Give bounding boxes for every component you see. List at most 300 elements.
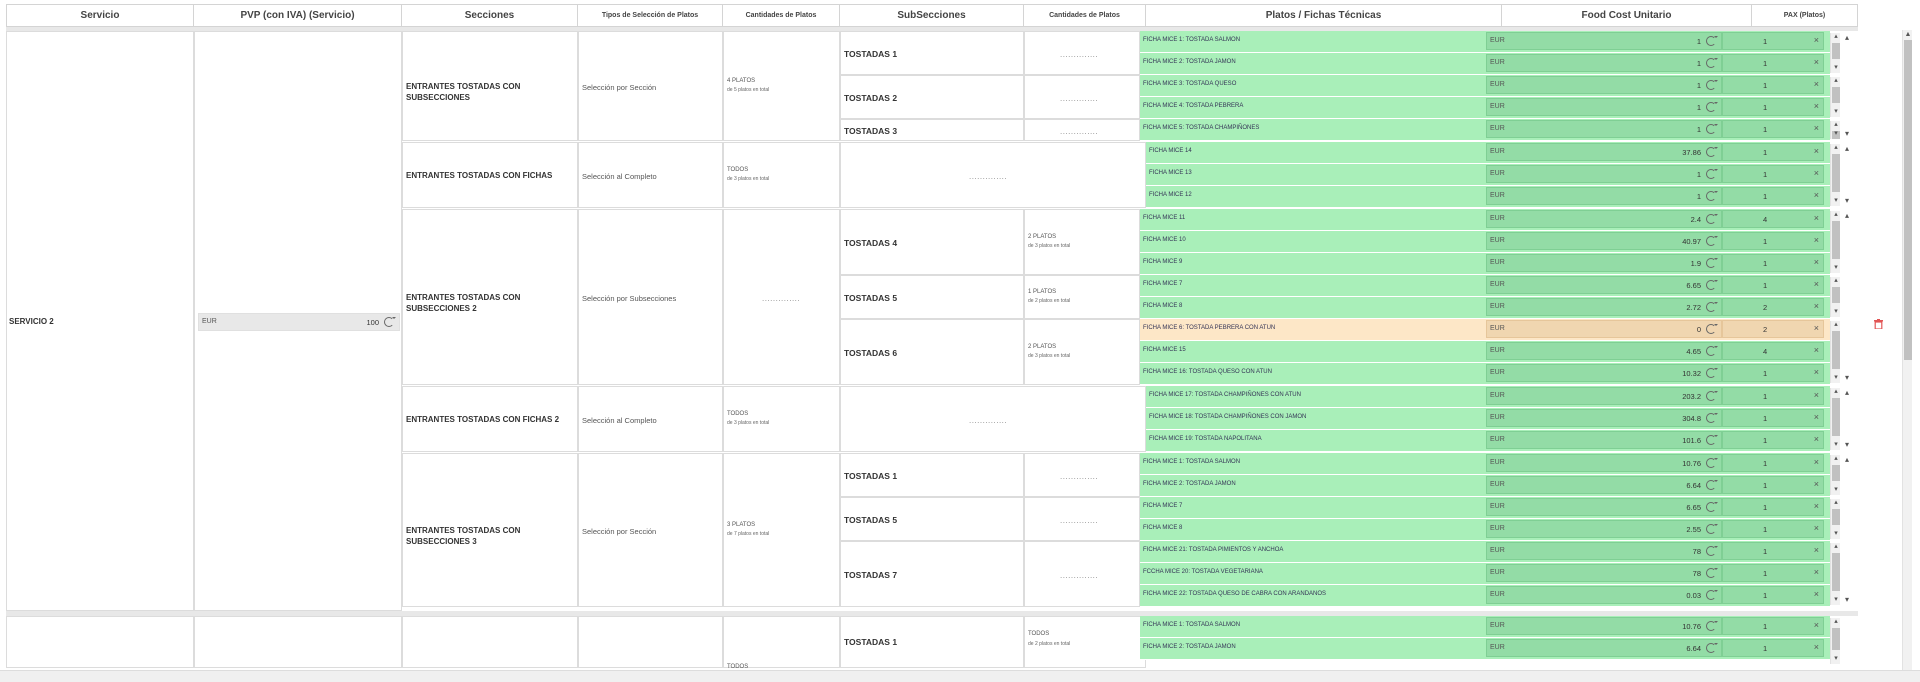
refresh-icon[interactable] (1706, 302, 1716, 312)
dish-row (1140, 363, 1830, 385)
trash-icon[interactable] (1874, 316, 1883, 326)
scroll-down-icon[interactable]: ▾ (1834, 530, 1838, 537)
refresh-icon[interactable] (1706, 391, 1716, 401)
pax-value: 1 (1763, 170, 1768, 179)
tipo-cell (578, 453, 723, 607)
pax-value: 1 (1763, 622, 1768, 631)
scroll-down-icon[interactable]: ▾ (1834, 441, 1838, 448)
subsection-qty-dots: .............. (1060, 571, 1099, 580)
header-cantidades: Cantidades de Platos (723, 4, 840, 27)
food-cost-value: 6.65 (1686, 503, 1701, 512)
refresh-icon[interactable] (1706, 36, 1716, 46)
food-cost-input[interactable] (1486, 564, 1722, 582)
subsection-name: TOSTADAS 4 (844, 238, 898, 248)
scroll-down-icon[interactable]: ▾ (1834, 655, 1838, 662)
next-section-cell (402, 616, 578, 668)
subsection-qty-cell (1024, 453, 1140, 497)
subsection-qty-cell (1024, 275, 1140, 319)
food-cost-value: 0 (1696, 325, 1701, 334)
dish-row (1146, 164, 1830, 186)
subsection-scrollbar[interactable] (1830, 144, 1840, 206)
refresh-icon[interactable] (1706, 191, 1716, 201)
dish-name: FICHA MICE 22: TOSTADA QUESO DE CABRA CON ARANDANOS (1143, 591, 1327, 597)
subsection-cell (840, 386, 1146, 452)
close-icon[interactable]: × (1813, 479, 1819, 489)
refresh-icon[interactable] (1706, 546, 1716, 556)
subsection-scrollbar[interactable] (1830, 618, 1840, 664)
close-icon[interactable]: × (1813, 79, 1819, 89)
quantity-main: 3 PLATOS (727, 522, 756, 528)
scroll-up-icon[interactable]: ▴ (1834, 499, 1838, 506)
pax-input[interactable] (1722, 298, 1824, 316)
subsection-cell (840, 319, 1024, 385)
food-cost-input[interactable] (1486, 254, 1722, 272)
food-cost-input[interactable] (1486, 542, 1722, 560)
next-section-qty: TODOS (727, 664, 749, 670)
dish-name: FICHA MICE 12 (1149, 192, 1192, 198)
refresh-icon[interactable] (1706, 236, 1716, 246)
scroll-down-icon[interactable]: ▾ (1834, 374, 1838, 381)
pax-value: 1 (1763, 503, 1768, 512)
refresh-icon[interactable] (1706, 480, 1716, 490)
food-cost-currency: EUR (1490, 436, 1505, 443)
subsection-qty-main: 2 PLATOS (1028, 344, 1057, 350)
scroll-thumb[interactable] (1832, 87, 1840, 103)
close-icon[interactable]: × (1813, 545, 1819, 555)
food-cost-input[interactable] (1486, 639, 1722, 657)
pax-input[interactable] (1722, 639, 1824, 657)
scroll-up-icon[interactable]: ▴ (1834, 33, 1838, 40)
scroll-up-icon[interactable]: ▴ (1834, 455, 1838, 462)
food-cost-currency: EUR (1490, 59, 1505, 66)
pax-input[interactable] (1722, 431, 1824, 449)
pax-value: 1 (1763, 192, 1768, 201)
pax-input[interactable] (1722, 454, 1824, 472)
refresh-icon[interactable] (1706, 147, 1716, 157)
quantity-main: TODOS (727, 167, 749, 173)
food-cost-currency: EUR (1490, 347, 1505, 354)
scroll-down-icon[interactable]: ▾ (1834, 264, 1838, 271)
dish-name: FICHA MICE 19: TOSTADA NAPOLITANA (1149, 436, 1262, 442)
pax-value: 1 (1763, 436, 1768, 445)
refresh-icon[interactable] (1706, 413, 1716, 423)
close-icon[interactable]: × (1813, 57, 1819, 67)
food-cost-input[interactable] (1486, 498, 1722, 516)
pax-value: 1 (1763, 103, 1768, 112)
dish-name: FICHA MICE 2: TOSTADA JAMON (1143, 59, 1236, 65)
food-cost-currency: EUR (1490, 148, 1505, 155)
next-sub-name: TOSTADAS 1 (844, 637, 898, 647)
dish-name: FICHA MICE 7 (1143, 503, 1183, 509)
pax-input[interactable] (1722, 254, 1824, 272)
close-icon[interactable]: × (1813, 146, 1819, 156)
scroll-down-icon[interactable]: ▾ (1834, 596, 1838, 603)
pvp-currency: EUR (202, 318, 217, 325)
scroll-down-icon[interactable]: ▾ (1834, 486, 1838, 493)
subsection-cell (840, 275, 1024, 319)
food-cost-value: 78 (1692, 569, 1701, 578)
close-icon[interactable]: × (1813, 123, 1819, 133)
pax-input[interactable] (1722, 387, 1824, 405)
scroll-down-icon[interactable]: ▾ (1845, 129, 1850, 138)
food-cost-input[interactable] (1486, 617, 1722, 635)
pax-input[interactable] (1722, 617, 1824, 635)
food-cost-input[interactable] (1486, 210, 1722, 228)
refresh-icon[interactable] (1706, 58, 1716, 68)
next-service-cell (6, 616, 194, 668)
tipo-cell (578, 31, 723, 141)
scroll-up-icon[interactable]: ▴ (1834, 121, 1838, 128)
food-cost-input[interactable] (1486, 342, 1722, 360)
pax-input[interactable] (1722, 342, 1824, 360)
food-cost-input[interactable] (1486, 476, 1722, 494)
scroll-up-icon[interactable]: ▴ (1845, 211, 1850, 220)
close-icon[interactable]: × (1813, 390, 1819, 400)
food-cost-currency: EUR (1490, 303, 1505, 310)
refresh-icon[interactable] (1706, 124, 1716, 134)
scroll-up-icon[interactable]: ▴ (1845, 388, 1850, 397)
food-cost-input[interactable] (1486, 32, 1722, 50)
bottom-bar (0, 670, 1920, 682)
pax-input[interactable] (1722, 409, 1824, 427)
refresh-icon[interactable] (1706, 80, 1716, 90)
food-cost-currency: EUR (1490, 237, 1505, 244)
refresh-icon[interactable] (1706, 346, 1716, 356)
pax-input[interactable] (1722, 520, 1824, 538)
close-icon[interactable]: × (1813, 642, 1819, 652)
next-pvp-cell (194, 616, 402, 668)
scroll-down-icon[interactable]: ▾ (1845, 595, 1850, 604)
pax-value: 4 (1763, 347, 1768, 356)
food-cost-input[interactable] (1486, 54, 1722, 72)
subsection-scrollbar[interactable] (1830, 321, 1840, 383)
food-cost-input[interactable] (1486, 364, 1722, 382)
dish-row (1140, 563, 1830, 585)
scroll-thumb[interactable] (1832, 43, 1840, 59)
food-cost-value: 78 (1692, 547, 1701, 556)
food-cost-currency: EUR (1490, 644, 1505, 651)
pax-input[interactable] (1722, 120, 1824, 138)
food-cost-currency: EUR (1490, 215, 1505, 222)
refresh-icon[interactable] (1706, 502, 1716, 512)
pax-input[interactable] (1722, 32, 1824, 50)
food-cost-input[interactable] (1486, 298, 1722, 316)
dish-row (1140, 275, 1830, 297)
scroll-thumb[interactable] (1832, 509, 1840, 525)
close-icon[interactable]: × (1813, 235, 1819, 245)
close-icon[interactable]: × (1813, 567, 1819, 577)
subsection-cell (840, 453, 1024, 497)
subsection-cell (840, 31, 1024, 75)
pax-input[interactable] (1722, 165, 1824, 183)
subsection-name: TOSTADAS 1 (844, 471, 898, 481)
scroll-down-icon[interactable]: ▾ (1845, 373, 1850, 382)
refresh-icon[interactable] (1706, 458, 1716, 468)
refresh-icon[interactable] (1706, 368, 1716, 378)
close-icon[interactable]: × (1813, 345, 1819, 355)
page-scrollbar[interactable] (1902, 30, 1912, 670)
dish-name: FICHA MICE 1: TOSTADA SALMON (1143, 37, 1241, 43)
pvp-input[interactable] (198, 313, 400, 331)
scroll-thumb[interactable] (1832, 221, 1840, 259)
food-cost-input[interactable] (1486, 165, 1722, 183)
scroll-up-icon[interactable]: ▴ (1834, 618, 1838, 625)
subsection-scrollbar[interactable] (1830, 455, 1840, 495)
pax-input[interactable] (1722, 564, 1824, 582)
dish-row (1140, 31, 1830, 53)
close-icon[interactable]: × (1813, 35, 1819, 45)
section-cell (402, 142, 578, 208)
scroll-thumb[interactable] (1832, 628, 1840, 650)
pax-input[interactable] (1722, 542, 1824, 560)
subsection-name: TOSTADAS 3 (844, 126, 898, 136)
subsection-name: TOSTADAS 5 (844, 293, 898, 303)
dish-row (1140, 253, 1830, 275)
scroll-up-icon[interactable]: ▴ (1834, 543, 1838, 550)
scroll-up-icon[interactable]: ▴ (1845, 144, 1850, 153)
food-cost-input[interactable] (1486, 387, 1722, 405)
next-tipo-cell (578, 616, 723, 668)
subsection-cell (840, 209, 1024, 275)
subsection-scrollbar[interactable] (1830, 33, 1840, 73)
food-cost-input[interactable] (1486, 586, 1722, 604)
food-cost-value: 10.76 (1682, 459, 1701, 468)
subsection-qty-cell (1024, 75, 1140, 119)
quantity-main: TODOS (727, 411, 749, 417)
refresh-icon[interactable] (1706, 435, 1716, 445)
subsection-qty-dots: .............. (1060, 127, 1099, 136)
close-icon[interactable]: × (1813, 168, 1819, 178)
dish-row (1140, 453, 1830, 475)
close-icon[interactable]: × (1813, 434, 1819, 444)
pax-input[interactable] (1722, 276, 1824, 294)
subsection-qty-dots: .............. (1060, 472, 1099, 481)
subsection-scrollbar[interactable] (1830, 121, 1840, 139)
food-cost-value: 0.03 (1686, 591, 1701, 600)
close-icon[interactable]: × (1813, 323, 1819, 333)
food-cost-currency: EUR (1490, 622, 1505, 629)
refresh-icon[interactable] (1706, 258, 1716, 268)
food-cost-currency: EUR (1490, 392, 1505, 399)
pax-input[interactable] (1722, 76, 1824, 94)
pax-input[interactable] (1722, 364, 1824, 382)
food-cost-input[interactable] (1486, 454, 1722, 472)
food-cost-input[interactable] (1486, 143, 1722, 161)
food-cost-input[interactable] (1486, 76, 1722, 94)
header-pax: PAX (Platos) (1752, 4, 1858, 27)
food-cost-currency: EUR (1490, 459, 1505, 466)
pax-value: 1 (1763, 125, 1768, 134)
refresh-icon[interactable] (1706, 324, 1716, 334)
scroll-thumb[interactable] (1832, 465, 1840, 481)
close-icon[interactable]: × (1813, 589, 1819, 599)
scroll-up-icon[interactable]: ▲ (1904, 31, 1912, 38)
food-cost-input[interactable] (1486, 187, 1722, 205)
subsection-scrollbar[interactable] (1830, 388, 1840, 450)
pax-input[interactable] (1722, 143, 1824, 161)
close-icon[interactable]: × (1813, 279, 1819, 289)
dish-row (1140, 231, 1830, 253)
scroll-down-icon[interactable]: ▾ (1845, 440, 1850, 449)
dish-row (1140, 519, 1830, 541)
pax-value: 1 (1763, 81, 1768, 90)
scroll-up-icon[interactable]: ▴ (1834, 388, 1838, 395)
scroll-up-icon[interactable]: ▴ (1845, 455, 1850, 464)
scroll-thumb[interactable] (1832, 398, 1840, 436)
dish-name: FICHA MICE 7 (1143, 281, 1183, 287)
scroll-thumb[interactable] (1832, 553, 1840, 591)
scroll-up-icon[interactable]: ▴ (1834, 77, 1838, 84)
dish-name: FICHA MICE 18: TOSTADA CHAMPIÑONES CON JAMON (1149, 414, 1307, 420)
subsection-qty-main: 2 PLATOS (1028, 234, 1057, 240)
pax-value: 1 (1763, 59, 1768, 68)
scroll-thumb[interactable] (1832, 287, 1840, 303)
subsection-dots: .............. (969, 172, 1008, 181)
pax-value: 1 (1763, 259, 1768, 268)
subsection-cell (840, 142, 1146, 208)
scroll-up-icon[interactable]: ▴ (1834, 144, 1838, 151)
pax-input[interactable] (1722, 54, 1824, 72)
scroll-up-icon[interactable]: ▴ (1834, 321, 1838, 328)
scroll-thumb[interactable] (1832, 331, 1840, 369)
dish-row (1146, 142, 1830, 164)
food-cost-input[interactable] (1486, 520, 1722, 538)
pax-value: 1 (1763, 569, 1768, 578)
dish-row (1140, 616, 1830, 638)
food-cost-value: 2.4 (1690, 215, 1701, 224)
subsection-qty-sub: de 3 platos en total (1028, 353, 1071, 359)
quantity-cell (723, 386, 840, 452)
food-cost-input[interactable] (1486, 120, 1722, 138)
dish-name: FICHA MICE 14 (1149, 148, 1192, 154)
subsection-dots: .............. (969, 416, 1008, 425)
close-icon[interactable]: × (1813, 412, 1819, 422)
subsection-scrollbar[interactable] (1830, 277, 1840, 317)
close-icon[interactable]: × (1813, 367, 1819, 377)
food-cost-value: 304.8 (1682, 414, 1701, 423)
refresh-icon[interactable] (1706, 643, 1716, 653)
section-name: ENTRANTES TOSTADAS CON SUBSECCIONES 3 (406, 526, 521, 546)
section-cell (402, 31, 578, 141)
next-sub-qty-sub: de 2 platos en total (1028, 641, 1071, 647)
section-cell (402, 209, 578, 385)
subsection-name: TOSTADAS 1 (844, 49, 898, 59)
close-icon[interactable]: × (1813, 257, 1819, 267)
refresh-icon[interactable] (1706, 169, 1716, 179)
scroll-thumb[interactable] (1832, 154, 1840, 192)
refresh-icon[interactable] (1706, 214, 1716, 224)
dish-name: FICHA MICE 8 (1143, 303, 1183, 309)
subsection-qty-cell (1024, 319, 1140, 385)
subsection-qty-cell (1024, 209, 1140, 275)
scroll-down-icon[interactable]: ▾ (1834, 64, 1838, 71)
close-icon[interactable]: × (1813, 457, 1819, 467)
pax-input[interactable] (1722, 210, 1824, 228)
pax-value: 1 (1763, 644, 1768, 653)
pax-input[interactable] (1722, 498, 1824, 516)
subsection-qty-dots: .............. (1060, 94, 1099, 103)
pvp-cell (194, 31, 402, 611)
selection-type: Selección por Subsecciones (582, 294, 677, 303)
food-cost-value: 101.6 (1682, 436, 1701, 445)
refresh-icon[interactable] (1706, 621, 1716, 631)
close-icon[interactable]: × (1813, 213, 1819, 223)
food-cost-input[interactable] (1486, 232, 1722, 250)
subsection-scrollbar[interactable] (1830, 211, 1840, 273)
scroll-down-icon[interactable]: ▾ (1834, 130, 1838, 137)
close-icon[interactable]: × (1813, 620, 1819, 630)
close-icon[interactable]: × (1813, 101, 1819, 111)
refresh-icon[interactable] (1706, 568, 1716, 578)
food-cost-input[interactable] (1486, 320, 1722, 338)
food-cost-value: 6.64 (1686, 644, 1701, 653)
food-cost-input[interactable] (1486, 276, 1722, 294)
refresh-icon[interactable] (1706, 280, 1716, 290)
header-tipos: Tipos de Selección de Platos (578, 4, 723, 27)
refresh-icon[interactable] (384, 317, 394, 327)
subsection-scrollbar[interactable] (1830, 499, 1840, 539)
pax-value: 1 (1763, 414, 1768, 423)
food-cost-value: 40.97 (1682, 237, 1701, 246)
pax-input[interactable] (1722, 232, 1824, 250)
food-cost-currency: EUR (1490, 281, 1505, 288)
dish-row (1140, 341, 1830, 363)
refresh-icon[interactable] (1706, 524, 1716, 534)
food-cost-value: 203.2 (1682, 392, 1701, 401)
food-cost-currency: EUR (1490, 170, 1505, 177)
next-qty-cell (723, 616, 840, 668)
dish-row (1140, 209, 1830, 231)
scroll-down-icon[interactable]: ▾ (1834, 108, 1838, 115)
pax-value: 1 (1763, 281, 1768, 290)
scroll-up-icon[interactable]: ▴ (1834, 211, 1838, 218)
pax-input[interactable] (1722, 586, 1824, 604)
pax-input[interactable] (1722, 320, 1824, 338)
dish-row (1140, 97, 1830, 119)
scroll-up-icon[interactable]: ▴ (1834, 277, 1838, 284)
close-icon[interactable]: × (1813, 523, 1819, 533)
next-sub-qty-main: TODOS (1028, 631, 1050, 637)
selection-type: Selección por Sección (582, 527, 657, 536)
pax-input[interactable] (1722, 187, 1824, 205)
food-cost-input[interactable] (1486, 98, 1722, 116)
food-cost-input[interactable] (1486, 409, 1722, 427)
pax-value: 1 (1763, 392, 1768, 401)
subsection-scrollbar[interactable] (1830, 543, 1840, 605)
quantity-cell (723, 142, 840, 208)
refresh-icon[interactable] (1706, 590, 1716, 600)
scroll-down-icon[interactable]: ▾ (1834, 308, 1838, 315)
refresh-icon[interactable] (1706, 102, 1716, 112)
dish-row (1146, 186, 1830, 208)
scroll-thumb[interactable] (1904, 40, 1912, 360)
section-name: ENTRANTES TOSTADAS CON SUBSECCIONES 2 (406, 293, 521, 313)
scroll-up-icon[interactable]: ▴ (1845, 33, 1850, 42)
pax-input[interactable] (1722, 98, 1824, 116)
scroll-down-icon[interactable]: ▾ (1845, 196, 1850, 205)
pax-input[interactable] (1722, 476, 1824, 494)
food-cost-input[interactable] (1486, 431, 1722, 449)
dish-name: FICHA MICE 21: TOSTADA PIMIENTOS Y ANCHOA (1143, 547, 1284, 553)
food-cost-currency: EUR (1490, 192, 1505, 199)
dish-row (1146, 430, 1830, 452)
subsection-qty-dots: .............. (1060, 50, 1099, 59)
close-icon[interactable]: × (1813, 190, 1819, 200)
subsection-scrollbar[interactable] (1830, 77, 1840, 117)
scroll-down-icon[interactable]: ▾ (1834, 197, 1838, 204)
close-icon[interactable]: × (1813, 501, 1819, 511)
close-icon[interactable]: × (1813, 301, 1819, 311)
